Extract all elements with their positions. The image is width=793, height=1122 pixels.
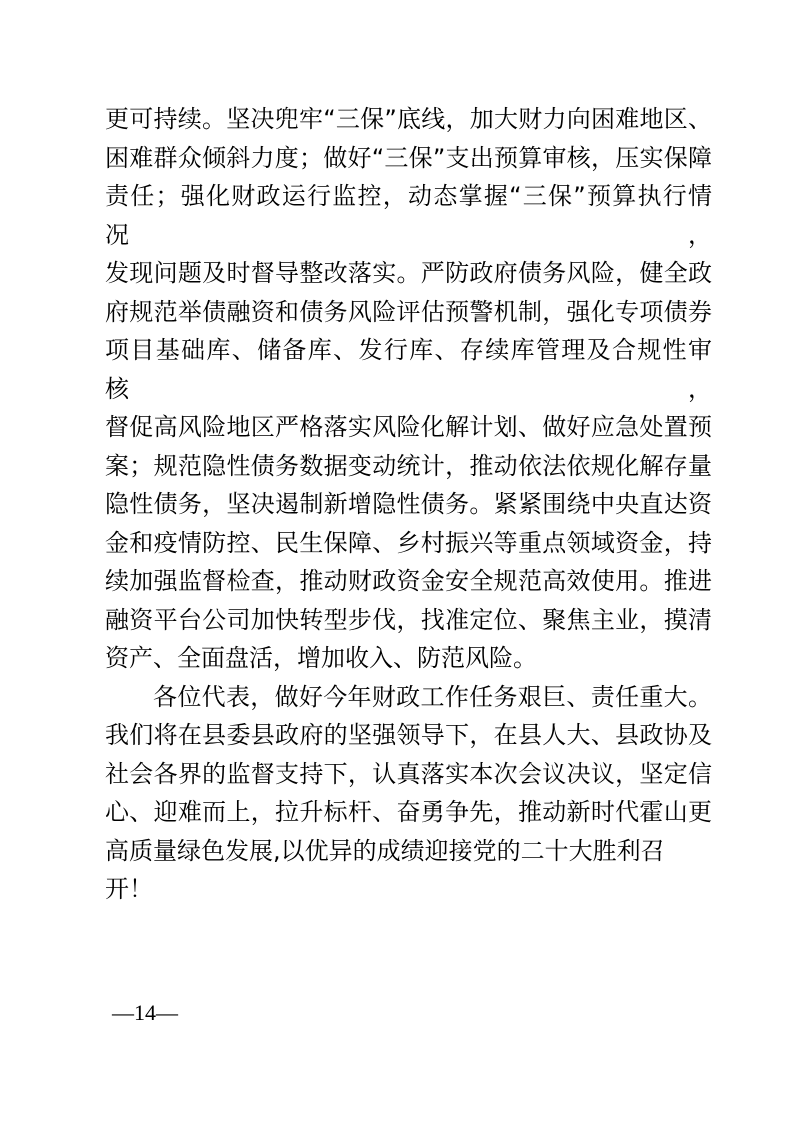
text-line: 融资平台公司加快转型步伐，找准定位、聚焦主业，摸清	[105, 605, 712, 634]
text-line: 更可持续。坚决兜牢“三保”底线，加大财力向困难地区、	[105, 105, 712, 133]
text-line: 项目基础库、储备库、发行库、存续库管理及合规性审核，	[105, 336, 712, 403]
text-line: 社会各界的监督支持下，认真落实本次会议决议，坚定信	[105, 759, 712, 788]
text-line: 隐性债务，坚决遏制新增隐性债务。紧紧围绕中央直达资	[105, 490, 712, 518]
text-line: 责任；强化财政运行监控，动态掌握“三保”预算执行情况，	[105, 182, 712, 249]
text-line: 金和疫情防控、民生保障、乡村振兴等重点领域资金，持	[105, 528, 712, 557]
text-line: 各位代表，做好今年财政工作任务艰巨、责任重大。	[153, 682, 712, 711]
paragraph	[105, 678, 712, 909]
paragraph	[105, 100, 712, 678]
page-number: —14—	[112, 1000, 178, 1025]
text-line: 我们将在县委县政府的坚强领导下，在县人大、县政协及	[105, 721, 712, 749]
text-line: 发现问题及时督导整改落实。严防政府债务风险，健全政	[105, 259, 712, 287]
text-line: 高质量绿色发展,以优异的成绩迎接党的二十大胜利召开！	[105, 836, 665, 903]
text-line: 资产、全面盘活，增加收入、防范风险。	[105, 644, 537, 672]
text-line: 续加强监督检查，推动财政资金安全规范高效使用。推进	[105, 567, 712, 595]
text-line: 困难群众倾斜力度；做好“三保”支出预算审核，压实保障	[105, 143, 712, 172]
text-line: 府规范举债融资和债务风险评估预警机制，强化专项债券	[105, 297, 712, 326]
text-line: 督促高风险地区严格落实风险化解计划、做好应急处置预	[105, 413, 712, 441]
text-line: 心、迎难而上，拉升标杆、奋勇争先，推动新时代霍山更	[105, 798, 712, 826]
body-text	[105, 100, 712, 909]
text-line: 案；规范隐性债务数据变动统计，推动依法依规化解存量	[105, 451, 712, 480]
